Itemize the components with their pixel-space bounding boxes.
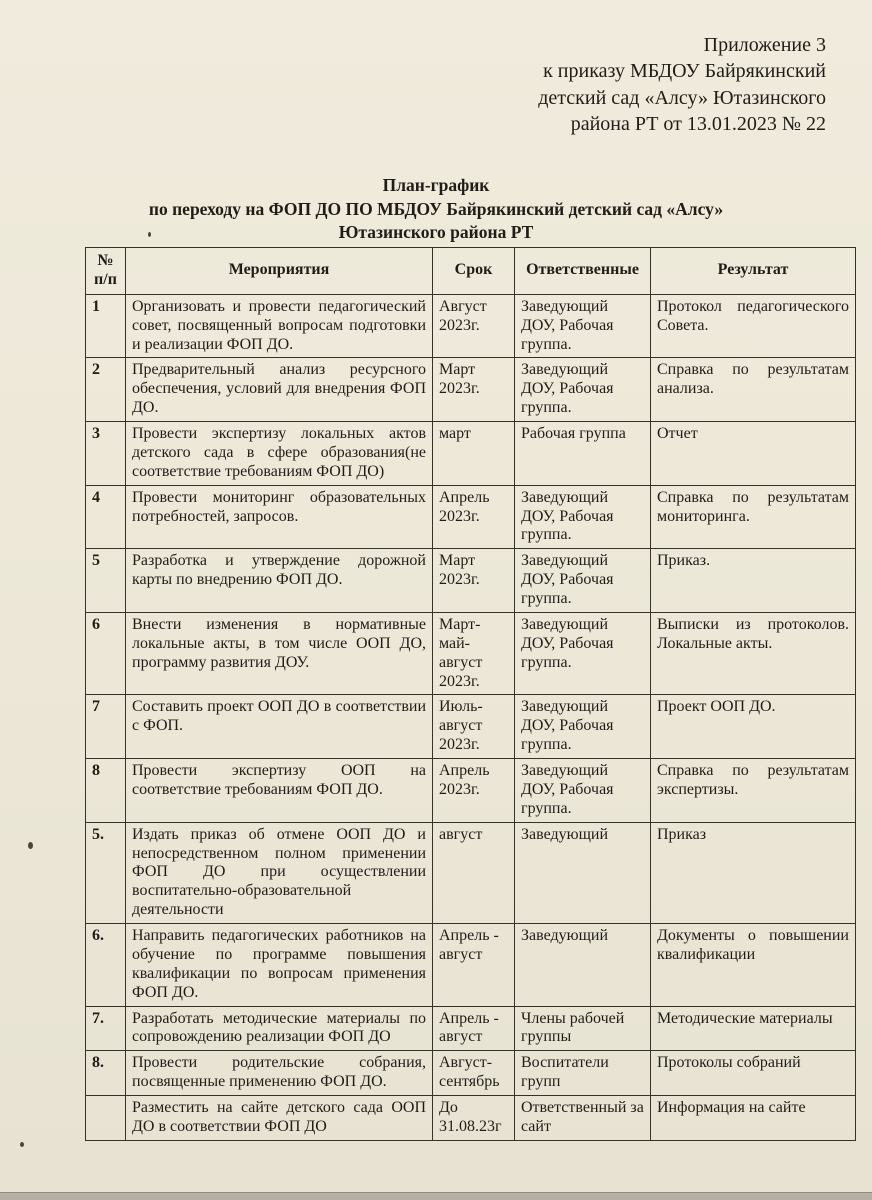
- row-number-cell: 2: [86, 358, 126, 422]
- row-number-cell: 5.: [86, 822, 126, 923]
- table-row: [86, 1096, 856, 1141]
- header-line: района РТ от 13.01.2023 № 22: [570, 113, 826, 136]
- term-cell: Июль-август 2023г.: [433, 695, 515, 759]
- activity-cell: Составить проект ООП ДО в соответствии с ФОП.: [126, 695, 433, 759]
- result-cell: Информация на сайте: [651, 1096, 856, 1141]
- table-row: [86, 294, 856, 358]
- responsible-cell: Заведующий ДОУ, Рабочая группа.: [515, 612, 651, 695]
- responsible-cell: Заведующий ДОУ, Рабочая группа.: [515, 759, 651, 823]
- activity-cell: Разработать методические материалы по сопровождению реализации ФОП ДО: [126, 1006, 433, 1051]
- row-number-cell: 6.: [86, 924, 126, 1007]
- table-header-row: [86, 248, 856, 295]
- activity-cell: Направить педагогических работников на обучение по программе повышения квалификации по вопросам применения ФОП ДО.: [126, 924, 433, 1007]
- term-cell: Апрель 2023г.: [433, 485, 515, 549]
- title-line: по переходу на ФОП ДО ПО МБДОУ Байрякинский детский сад «Алсу»: [148, 198, 724, 219]
- responsible-cell: Заведующий ДОУ, Рабочая группа.: [515, 485, 651, 549]
- header-cell-number: № п/п: [86, 248, 126, 295]
- result-cell: Справка по результатам анализа.: [651, 358, 856, 422]
- result-cell: Справка по результатам мониторинга.: [651, 485, 856, 549]
- row-number-cell: 8: [86, 759, 126, 823]
- activity-cell: Провести экспертизу локальных актов детского сада в сфере образования(не соответствие требованиям ФОП ДО): [126, 422, 433, 486]
- row-number-cell: 1: [86, 294, 126, 358]
- result-cell: Отчет: [651, 422, 856, 486]
- row-number-cell: 3: [86, 422, 126, 486]
- document-title: [0, 174, 872, 245]
- header-line: Приложение 3: [703, 34, 826, 56]
- activity-cell: Издать приказ об отмене ООП ДО и непосредственном полном применении ФОП ДО при осуществлении воспитательно-образовательной деятельности: [126, 822, 433, 923]
- responsible-cell: Заведующий ДОУ, Рабочая группа.: [515, 549, 651, 613]
- table-row: [86, 485, 856, 549]
- responsible-cell: Заведующий ДОУ, Рабочая группа.: [515, 695, 651, 759]
- activity-cell: Провести родительские собрания, посвященные применению ФОП ДО.: [126, 1051, 433, 1096]
- responsible-cell: Воспитатели групп: [515, 1051, 651, 1096]
- result-cell: Приказ: [651, 822, 856, 923]
- table-row: [86, 822, 856, 923]
- term-cell: Апрель 2023г.: [433, 759, 515, 823]
- table-row: [86, 358, 856, 422]
- term-cell: До 31.08.23г: [433, 1096, 515, 1141]
- result-cell: Справка по результатам экспертизы.: [651, 759, 856, 823]
- row-number-cell: 5: [86, 549, 126, 613]
- responsible-cell: Ответственный за сайт: [515, 1096, 651, 1141]
- table-row: [86, 759, 856, 823]
- activity-cell: Разработка и утверждение дорожной карты по внедрению ФОП ДО.: [126, 549, 433, 613]
- responsible-cell: Члены рабочей группы: [515, 1006, 651, 1051]
- table-row: [86, 422, 856, 486]
- table-header: [86, 248, 856, 295]
- activity-cell: Разместить на сайте детского сада ООП ДО в соответствии ФОП ДО: [126, 1096, 433, 1141]
- table-row: [86, 695, 856, 759]
- table-row: [86, 1006, 856, 1051]
- row-number-cell: 6: [86, 612, 126, 695]
- header-cell-activity: Мероприятия: [126, 248, 433, 295]
- title-line: План-график: [382, 175, 490, 195]
- responsible-cell: Заведующий ДОУ, Рабочая группа.: [515, 294, 651, 358]
- document-header: [538, 32, 826, 138]
- term-cell: Апрель - август: [433, 1006, 515, 1051]
- term-cell: август: [433, 822, 515, 923]
- row-number-cell: [86, 1096, 126, 1141]
- result-cell: Проект ООП ДО.: [651, 695, 856, 759]
- term-cell: Август-сентябрь: [433, 1051, 515, 1096]
- result-cell: Выписки из протоколов. Локальные акты.: [651, 612, 856, 695]
- scanner-edge: [0, 1192, 872, 1200]
- result-cell: Протоколы собраний: [651, 1051, 856, 1096]
- term-cell: Март 2023г.: [433, 549, 515, 613]
- term-cell: Август 2023г.: [433, 294, 515, 358]
- activity-cell: Организовать и провести педагогический совет, посвященный вопросам подготовки и реализации ФОП ДО.: [126, 294, 433, 358]
- term-cell: март: [433, 422, 515, 486]
- result-cell: Приказ.: [651, 549, 856, 613]
- result-cell: Протокол педагогического Совета.: [651, 294, 856, 358]
- activity-cell: Провести мониторинг образовательных потребностей, запросов.: [126, 485, 433, 549]
- activity-cell: Внести изменения в нормативные локальные акты, в том числе ООП ДО, программу развития ДОУ.: [126, 612, 433, 695]
- term-cell: Март 2023г.: [433, 358, 515, 422]
- responsible-cell: Заведующий: [515, 822, 651, 923]
- header-cell-result: Результат: [651, 248, 856, 295]
- row-number-cell: 8.: [86, 1051, 126, 1096]
- responsible-cell: Рабочая группа: [515, 422, 651, 486]
- responsible-cell: Заведующий ДОУ, Рабочая группа.: [515, 358, 651, 422]
- table-row: [86, 612, 856, 695]
- table-row: [86, 924, 856, 1007]
- scan-artifact: [20, 1142, 24, 1147]
- title-line: Ютазинского района РТ: [338, 222, 534, 243]
- term-cell: Апрель - август: [433, 924, 515, 1007]
- activity-cell: Провести экспертизу ООП на соответствие требованиям ФОП ДО.: [126, 759, 433, 823]
- scan-artifact: [28, 842, 33, 849]
- header-cell-term: Срок: [433, 248, 515, 295]
- table-row: [86, 549, 856, 613]
- table-body: [86, 294, 856, 1140]
- header-line: детский сад «Алсу» Ютазинского: [538, 86, 826, 109]
- activity-cell: Предварительный анализ ресурсного обеспечения, условий для внедрения ФОП ДО.: [126, 358, 433, 422]
- header-cell-responsible: Ответственные: [515, 248, 651, 295]
- row-number-cell: 7: [86, 695, 126, 759]
- row-number-cell: 7.: [86, 1006, 126, 1051]
- result-cell: Документы о повышении квалификации: [651, 924, 856, 1007]
- responsible-cell: Заведующий: [515, 924, 651, 1007]
- term-cell: Март-май-август 2023г.: [433, 612, 515, 695]
- header-line: к приказу МБДОУ Байрякинский: [543, 60, 826, 83]
- plan-schedule-table: [85, 247, 856, 1141]
- row-number-cell: 4: [86, 485, 126, 549]
- table-row: [86, 1051, 856, 1096]
- scan-artifact: [148, 232, 151, 237]
- result-cell: Методические материалы: [651, 1006, 856, 1051]
